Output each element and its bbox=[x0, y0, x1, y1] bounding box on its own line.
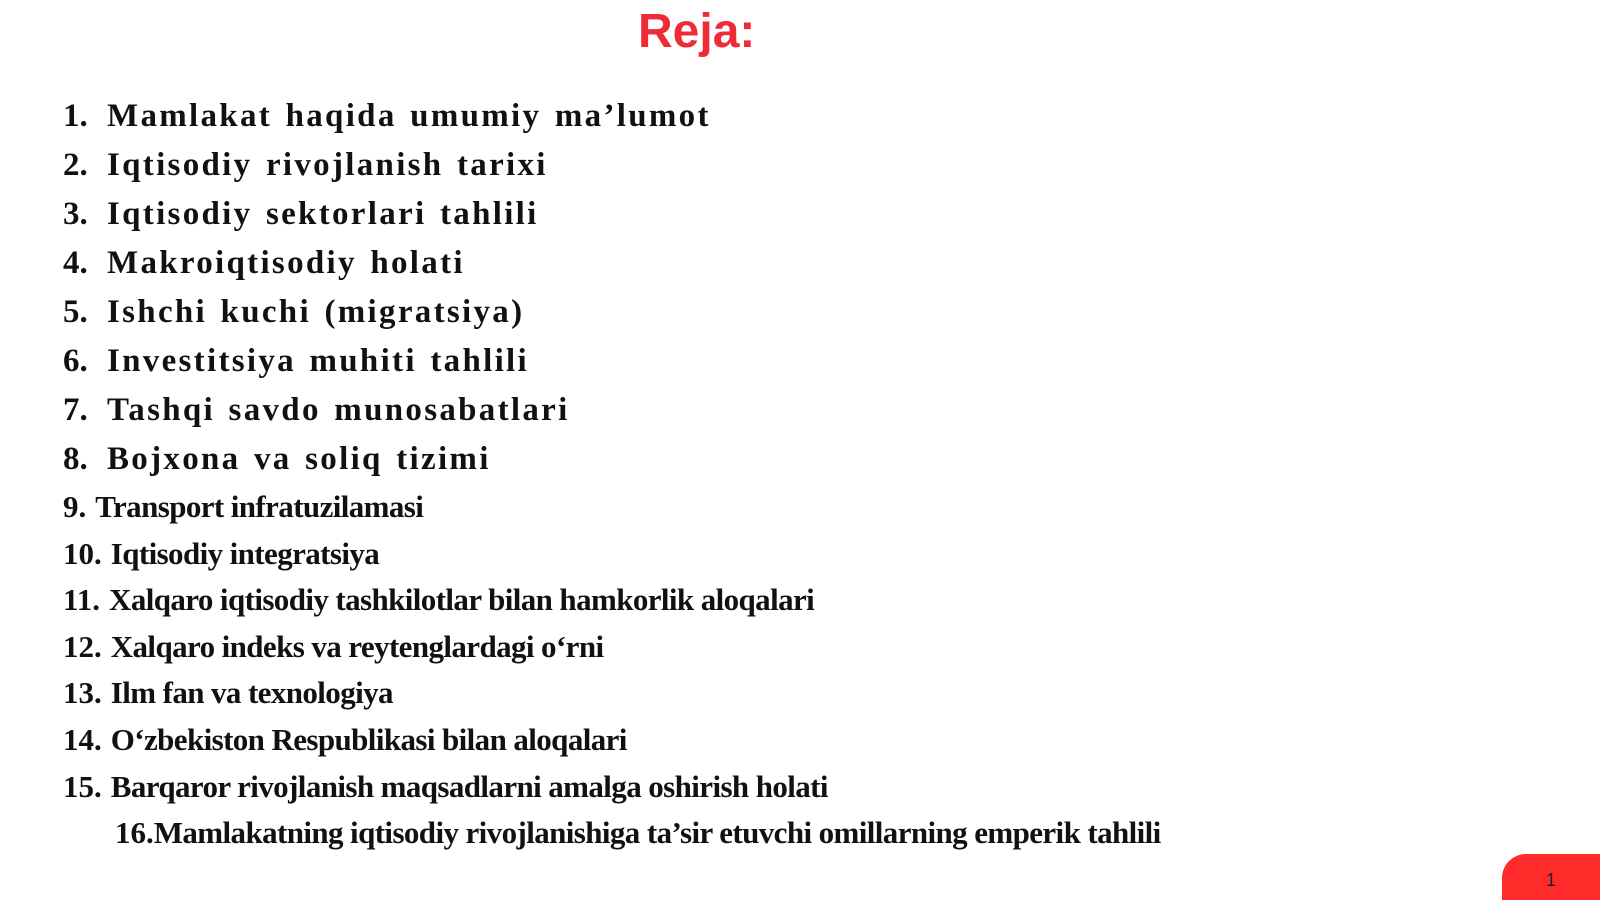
item-text: O‘zbekiston Respublikasi bilan aloqalari bbox=[110, 721, 627, 757]
item-number: 14. bbox=[63, 721, 102, 757]
item-number: 13. bbox=[63, 675, 102, 711]
list-item bbox=[63, 92, 1443, 141]
item-number: 15. bbox=[63, 768, 102, 804]
item-number: 1. bbox=[63, 98, 88, 134]
list-item bbox=[63, 484, 1443, 531]
list-item bbox=[63, 717, 1443, 764]
item-text: Iqtisodiy integratsiya bbox=[110, 535, 380, 571]
list-item bbox=[63, 624, 1443, 671]
item-number: 7. bbox=[63, 392, 88, 428]
item-number: 10. bbox=[63, 535, 102, 571]
list-item bbox=[63, 239, 1443, 288]
item-text: Iqtisodiy sektorlari tahlili bbox=[107, 196, 539, 232]
list-item bbox=[63, 141, 1443, 190]
list-item bbox=[63, 670, 1443, 717]
item-text: Mamlakatning iqtisodiy rivojlanishiga ta’sir etuvchi omillarning emperik tahlili bbox=[153, 815, 1161, 851]
slide-title: Reja: bbox=[638, 5, 756, 58]
item-number: 4. bbox=[63, 245, 88, 281]
list-item bbox=[63, 190, 1443, 239]
item-text: Xalqaro iqtisodiy tashkilotlar bilan hamkorlik aloqalari bbox=[109, 582, 815, 618]
item-text: Iqtisodiy rivojlanish tarixi bbox=[107, 147, 548, 183]
item-text: Ishchi kuchi (migratsiya) bbox=[107, 294, 525, 330]
item-number: 8. bbox=[63, 441, 88, 477]
item-text: Makroiqtisodiy holati bbox=[107, 245, 465, 281]
item-text: Xalqaro indeks va reytenglardagi o‘rni bbox=[110, 628, 604, 664]
list-item bbox=[63, 386, 1443, 435]
list-item bbox=[63, 435, 1443, 484]
item-text: Bojxona va soliq tizimi bbox=[107, 441, 491, 477]
page-number: 1 bbox=[1545, 870, 1556, 890]
item-number: 3. bbox=[63, 196, 88, 232]
page-number-badge bbox=[1502, 854, 1600, 900]
item-number: 12. bbox=[63, 628, 102, 664]
item-text: Ilm fan va texnologiya bbox=[110, 675, 393, 711]
item-number: 11. bbox=[63, 582, 101, 618]
list-item bbox=[63, 577, 1443, 624]
item-text: Investitsiya muhiti tahlili bbox=[107, 343, 529, 379]
item-number: 6. bbox=[63, 343, 88, 379]
item-number: 16. bbox=[115, 815, 154, 851]
list-item bbox=[63, 288, 1443, 337]
item-number: 2. bbox=[63, 147, 88, 183]
item-text: Mamlakat haqida umumiy ma’lumot bbox=[107, 98, 711, 134]
item-text: Tashqi savdo munosabatlari bbox=[107, 392, 570, 428]
item-text: Barqaror rivojlanish maqsadlarni amalga oshirish holati bbox=[110, 768, 828, 804]
list-item bbox=[63, 810, 1443, 857]
list-item bbox=[63, 337, 1443, 386]
plan-list bbox=[63, 92, 1443, 857]
list-item bbox=[63, 764, 1443, 811]
item-number: 5. bbox=[63, 294, 88, 330]
list-item bbox=[63, 531, 1443, 578]
item-text: Transport infratuzilamasi bbox=[95, 489, 424, 524]
item-number: 9. bbox=[63, 489, 87, 524]
